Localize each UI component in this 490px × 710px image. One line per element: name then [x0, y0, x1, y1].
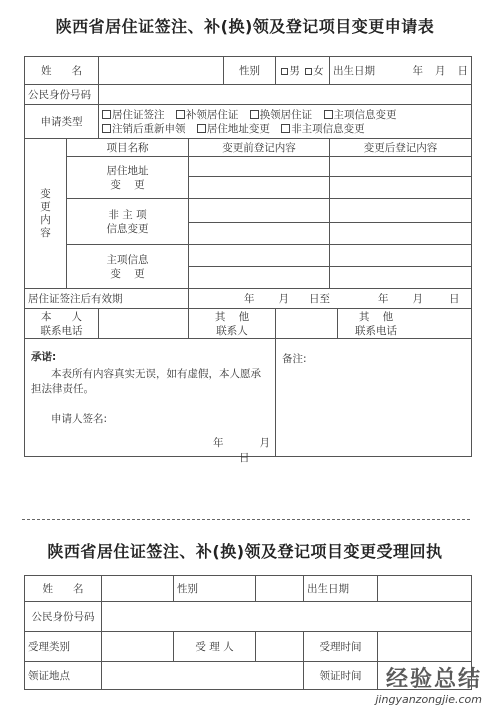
receipt-gender-field[interactable] [256, 576, 304, 602]
address-after-field[interactable] [330, 157, 472, 177]
checkbox-icon [102, 110, 111, 119]
year-unit: 年 [378, 293, 389, 305]
checkbox-icon [176, 110, 185, 119]
option-label: 主项信息变更 [333, 108, 397, 121]
address-after-field[interactable] [330, 177, 472, 199]
main-before-field[interactable] [189, 267, 330, 289]
cut-line [22, 519, 470, 520]
option-label: 非主项信息变更 [291, 122, 365, 135]
apply-option[interactable] [281, 122, 365, 136]
main-after-field[interactable] [330, 267, 472, 289]
gender-options [276, 57, 330, 85]
receipt-pickup-place-field[interactable] [102, 662, 304, 690]
change-content-text: 变更内容 [40, 187, 51, 239]
year-unit: 年 [412, 65, 423, 77]
female-checkbox[interactable] [305, 68, 312, 75]
nonmain-after-field[interactable] [330, 199, 472, 223]
name-field[interactable] [99, 57, 224, 85]
apply-option[interactable] [176, 108, 239, 122]
promise-text: 本表所有内容真实无误，如有虚假，本人愿承 [51, 368, 261, 380]
main-before-field[interactable] [189, 245, 330, 267]
self-phone-label [25, 309, 99, 339]
checkbox-icon [281, 124, 290, 133]
checkbox-icon [102, 124, 111, 133]
nonmain-change-label [67, 199, 189, 245]
address-before-field[interactable] [189, 177, 330, 199]
main-after-field[interactable] [330, 245, 472, 267]
option-label: 注销后重新申领 [112, 122, 186, 135]
address-change-label [67, 157, 189, 199]
year-unit: 年 [213, 437, 224, 449]
checkbox-icon [197, 124, 206, 133]
watermark [375, 662, 482, 706]
receipt-accept-type-field[interactable] [102, 632, 174, 662]
col-before-header: 变更前登记内容 [189, 139, 330, 157]
apply-option[interactable] [250, 108, 313, 122]
signature-date [213, 435, 275, 465]
receipt-title: 陕西省居住证签注、补(换)领及登记项目变更受理回执 [47, 542, 443, 561]
application-form-title: 陕西省居住证签注、补(换)领及登记项目变更申请表 [55, 17, 435, 36]
receipt-pickup-place-label: 领证地点 [25, 662, 102, 690]
receipt-id-field[interactable] [102, 602, 472, 632]
apply-option[interactable] [102, 122, 186, 136]
dob-date-parts [413, 63, 469, 78]
day-unit: 日 [449, 293, 460, 305]
address-change-line1: 居住地址 [106, 164, 149, 177]
month-unit: 月 [412, 293, 423, 305]
watermark-url: jingyanzongjie.com [375, 693, 482, 706]
apply-type-label: 申请类型 [25, 105, 99, 139]
nonmain-before-field[interactable] [189, 199, 330, 223]
nonmain-after-field[interactable] [330, 223, 472, 245]
application-form-table [24, 56, 472, 464]
self-phone-line1: 本 人 [40, 310, 83, 323]
male-checkbox[interactable] [281, 68, 288, 75]
promise-section [25, 339, 276, 464]
receipt-accept-time-label: 受理时间 [304, 632, 378, 662]
other-contact-line1: 其 他 [214, 310, 250, 323]
receipt-dob-label: 出生日期 [304, 576, 378, 602]
apply-option[interactable] [324, 108, 397, 122]
col-item-header: 项目名称 [67, 139, 189, 157]
other-phone-line2: 联系电话 [355, 324, 397, 337]
nonmain-change-line2: 信息变更 [106, 222, 149, 235]
change-content-label [25, 139, 67, 289]
receipt-name-label: 姓 名 [25, 576, 102, 602]
remarks-section[interactable] [276, 339, 472, 457]
self-phone-field[interactable] [99, 309, 189, 339]
id-field[interactable] [99, 85, 472, 105]
month-unit: 月 [259, 437, 270, 449]
main-change-line2: 变 更 [110, 267, 145, 280]
nonmain-change-line1: 非 主 项 [108, 208, 147, 221]
day-unit: 日 [309, 293, 320, 305]
option-label: 换领居住证 [259, 108, 313, 121]
watermark-text: 经验总结 [385, 667, 482, 692]
other-contact-label [189, 309, 276, 339]
receipt-pickup-time-label: 领证时间 [304, 662, 378, 690]
female-label: 女 [313, 65, 324, 77]
id-label: 公民身份号码 [25, 85, 99, 105]
col-after-header: 变更后登记内容 [330, 139, 472, 157]
checkbox-icon [324, 110, 333, 119]
receipt-accept-type-label: 受理类别 [25, 632, 102, 662]
option-label: 居住证签注 [112, 108, 165, 121]
receipt-dob-field[interactable] [378, 576, 472, 602]
validity-label: 居住证签注后有效期 [25, 289, 189, 309]
remarks-label: 备注: [282, 353, 307, 365]
name-label: 姓 名 [25, 57, 99, 85]
promise-text: 担法律责任。 [31, 383, 94, 395]
other-contact-field[interactable] [276, 309, 338, 339]
other-contact-line2: 联系人 [216, 324, 248, 337]
validity-field[interactable] [189, 289, 472, 309]
month-unit: 月 [278, 293, 289, 305]
day-unit: 日 [239, 452, 250, 464]
address-before-field[interactable] [189, 157, 330, 177]
apply-option[interactable] [102, 108, 165, 122]
receipt-name-field[interactable] [102, 576, 174, 602]
to-label: 至 [319, 293, 330, 305]
apply-type-options [99, 105, 472, 139]
dob-label: 出生日期 [333, 65, 375, 77]
receipt-acceptor-field[interactable] [256, 632, 304, 662]
main-change-line1: 主项信息 [106, 253, 149, 266]
receipt-accept-time-field[interactable] [378, 632, 472, 662]
address-change-line2: 变 更 [110, 178, 145, 191]
self-phone-line2: 联系电话 [40, 324, 83, 337]
nonmain-before-field[interactable] [189, 223, 330, 245]
dob-field[interactable] [330, 57, 472, 85]
year-unit: 年 [244, 293, 255, 305]
other-phone-cell[interactable] [338, 309, 472, 339]
male-label: 男 [289, 65, 300, 77]
promise-title: 承诺: [31, 351, 57, 363]
other-phone-line1: 其 他 [358, 310, 394, 323]
receipt-id-label: 公民身份号码 [25, 602, 102, 632]
signature-label: 申请人签名: [51, 413, 108, 425]
receipt-gender-label: 性别 [174, 576, 256, 602]
option-label: 补领居住证 [185, 108, 239, 121]
main-change-label [67, 245, 189, 289]
receipt-acceptor-label: 受 理 人 [174, 632, 256, 662]
month-unit: 月 [435, 65, 446, 77]
option-label: 居住地址变更 [206, 122, 270, 135]
checkbox-icon [250, 110, 259, 119]
day-unit: 日 [457, 65, 468, 77]
apply-option[interactable] [197, 122, 270, 136]
gender-label: 性别 [224, 57, 276, 85]
